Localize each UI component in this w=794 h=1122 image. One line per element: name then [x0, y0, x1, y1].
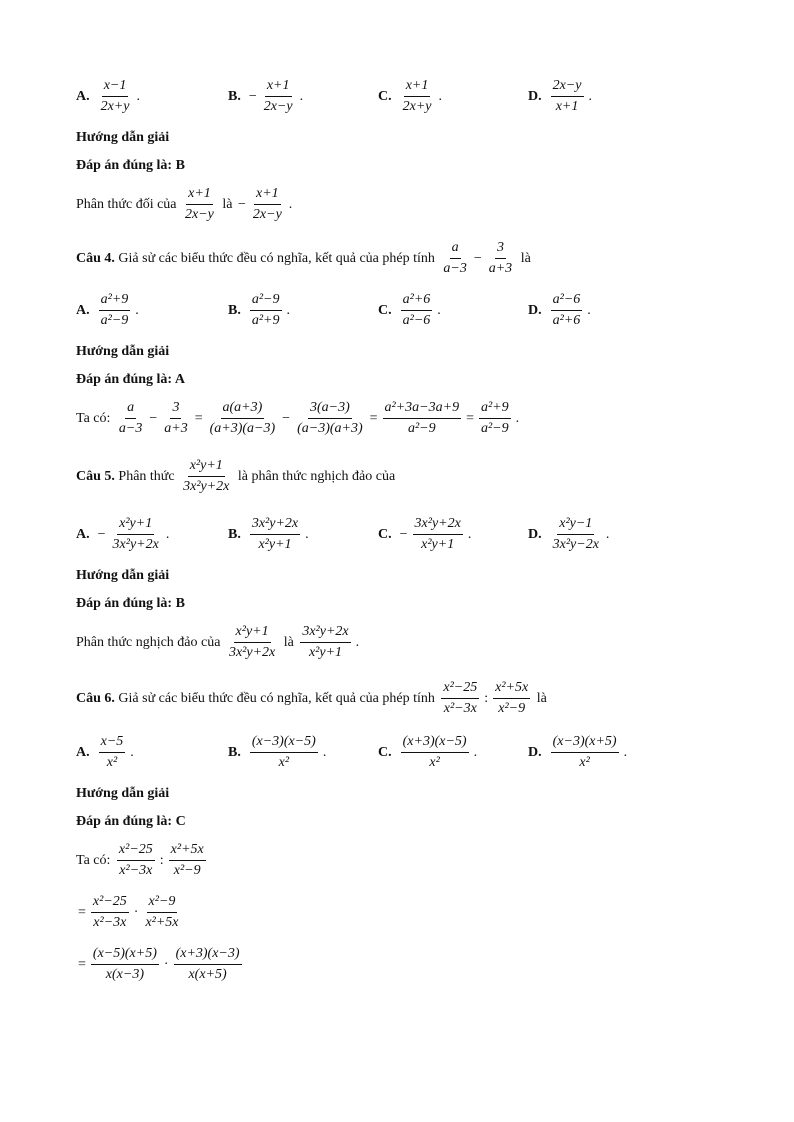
q6-stem: Câu 6. Giả sử các biểu thức đều có nghĩa, kết quả của phép tính $\frac{\text{x²−25}}{\text{x²−3x}}$ : $\frac{\text{x²+5x}}{\text{x²−9}}$ là [76, 680, 547, 716]
fraction: $\frac{2x-y}{x+1}$ [552, 78, 582, 114]
q4-solution-text: Ta có: $\frac{a}{a-3}$ − $\frac{3}{a+3}$ = $\frac{a(a+3)}{(a+3)(a-3)}$ − $\frac{3(a-3)}{(a-3)(a+3)}$ = $\frac{\text{a²+3a−3a+9}}{\text{a²−9}}$ = $\frac{\text{a²+9}}{\text{a²−9}}$ . [76, 400, 520, 436]
fraction: $\frac{x+1}{2x-y}$ [263, 78, 293, 114]
fraction: $\frac{\text{x²y+1}}{\text{3x²y+2x}}$ [183, 458, 230, 494]
q4-option-c: C. $\frac{\text{a²+6}}{\text{a²−6}}$ . [378, 292, 441, 328]
q5-stem: Câu 5. Phân thức $\frac{\text{x²y+1}}{\text{3x²y+2x}}$ là phân thức nghịch đảo của [76, 458, 396, 494]
fraction: $\frac{\text{x²+5x}}{\text{x²−9}}$ [170, 842, 204, 878]
fraction: $\frac{(x-3)(x+5)}{\text{x²}}$ [552, 734, 617, 770]
fraction: $\frac{(x+3)(x-5)}{\text{x²}}$ [402, 734, 467, 770]
fraction: $\frac{\text{3x²y+2x}}{\text{x²y+1}}$ [251, 516, 299, 552]
fraction: $\frac{\text{3x²y+2x}}{\text{x²y+1}}$ [302, 624, 349, 660]
q4-stem: Câu 4. Giả sử các biểu thức đều có nghĩa, kết quả của phép tính $\frac{a}{a-3}$ − $\frac{3}{a+3}$ là [76, 240, 531, 276]
option-label: D. [528, 526, 542, 542]
fraction: $\frac{a}{a-3}$ [118, 400, 143, 436]
option-label: A. [76, 302, 90, 318]
q5-option-c: C. − $\frac{\text{3x²y+2x}}{\text{x²y+1}}$ . [378, 516, 472, 552]
q3-option-d: D. $\frac{2x-y}{x+1}$ . [528, 78, 592, 114]
option-label: A. [76, 88, 90, 104]
fraction: $\frac{\text{3x²y+2x}}{\text{x²y+1}}$ [414, 516, 461, 552]
q4-option-d: D. $\frac{\text{a²−6}}{\text{a²+6}}$ . [528, 292, 591, 328]
fraction: $\frac{a(a+3)}{(a+3)(a-3)}$ [209, 400, 276, 436]
q6-option-c: C. $\frac{(x+3)(x-5)}{\text{x²}}$ . [378, 734, 478, 770]
fraction: $\frac{\text{a²−6}}{\text{a²+6}}$ [552, 292, 581, 328]
question-label: Câu 5. [76, 468, 115, 484]
q6-solution-line-2: = $\frac{\text{x²−25}}{\text{x²−3x}}$ · $\frac{\text{x²−9}}{\text{x²+5x}}$ [78, 894, 179, 930]
q6-option-d: D. $\frac{(x-3)(x+5)}{\text{x²}}$ . [528, 734, 628, 770]
option-label: B. [228, 302, 241, 318]
option-label: A. [76, 744, 90, 760]
fraction: $\frac{(x+3)(x-3)}{x(x+5)}$ [175, 946, 240, 982]
option-label: D. [528, 302, 542, 318]
fraction: $\frac{\text{x²y+1}}{\text{3x²y+2x}}$ [228, 624, 276, 660]
question-label: Câu 6. [76, 690, 115, 706]
q6-option-b: B. $\frac{(x-3)(x-5)}{\text{x²}}$ . [228, 734, 327, 770]
fraction: $\frac{\text{x²+5x}}{\text{x²−9}}$ [495, 680, 529, 716]
q5-option-b: B. $\frac{\text{3x²y+2x}}{\text{x²y+1}}$ . [228, 516, 309, 552]
fraction: $\frac{\text{a²+6}}{\text{a²−6}}$ [402, 292, 431, 328]
fraction: $\frac{\text{x²−25}}{\text{x²−3x}}$ [443, 680, 478, 716]
option-label: B. [228, 88, 241, 104]
question-label: Câu 4. [76, 250, 115, 266]
q5-solution-text: Phân thức nghịch đảo của $\frac{\text{x²y+1}}{\text{3x²y+2x}}$ là $\frac{\text{3x²y+2x}}{\text{x²y+1}}$ . [76, 624, 360, 660]
q4-option-b: B. $\frac{\text{a²−9}}{\text{a²+9}}$ . [228, 292, 290, 328]
q5-answer: Đáp án đúng là: B [76, 596, 185, 611]
fraction: $\frac{(x-5)(x+5)}{x(x-3)}$ [92, 946, 157, 982]
q4-option-a: A. $\frac{\text{a²+9}}{\text{a²−9}}$ . [76, 292, 139, 328]
fraction: $\frac{(x-3)(x-5)}{\text{x²}}$ [251, 734, 316, 770]
fraction: $\frac{\text{x²−9}}{\text{x²+5x}}$ [145, 894, 179, 930]
fraction: $\frac{\text{x²−25}}{\text{x²−3x}}$ [118, 842, 153, 878]
q5-solution-heading: Hướng dẫn giải [76, 568, 170, 583]
fraction: $\frac{x-1}{2x+y}$ [100, 78, 130, 114]
option-label: C. [378, 744, 392, 760]
q4-solution-heading: Hướng dẫn giải [76, 344, 170, 359]
fraction: $\frac{x-5}{\text{x²}}$ [100, 734, 124, 770]
option-label: C. [378, 526, 392, 542]
fraction: $\frac{\text{a²+3a−3a+9}}{\text{a²−9}}$ [384, 400, 460, 436]
q6-option-a: A. $\frac{x-5}{\text{x²}}$ . [76, 734, 134, 770]
option-label: D. [528, 88, 542, 104]
option-label: A. [76, 526, 90, 542]
option-label: B. [228, 526, 241, 542]
q5-option-a: A. − $\frac{\text{x²y+1}}{\text{3x²y+2x}}$ . [76, 516, 170, 552]
q6-answer: Đáp án đúng là: C [76, 814, 186, 829]
fraction: $\frac{\text{a²−9}}{\text{a²+9}}$ [251, 292, 280, 328]
option-label: B. [228, 744, 241, 760]
q6-solution-line-3: = $\frac{(x-5)(x+5)}{x(x-3)}$ · $\frac{(x+3)(x-3)}{x(x+5)}$ [78, 946, 240, 982]
q6-solution-line-1: Ta có: $\frac{\text{x²−25}}{\text{x²−3x}}$ : $\frac{\text{x²+5x}}{\text{x²−9}}$ [76, 842, 204, 878]
fraction: $\frac{\text{x²y+1}}{\text{3x²y+2x}}$ [112, 516, 159, 552]
fraction: $\frac{3}{a+3}$ [164, 400, 188, 436]
fraction: $\frac{x+1}{2x-y}$ [252, 186, 282, 222]
q6-solution-heading: Hướng dẫn giải [76, 786, 170, 801]
fraction: $\frac{3(a-3)}{(a-3)(a+3)}$ [297, 400, 363, 436]
fraction: $\frac{\text{a²+9}}{\text{a²−9}}$ [100, 292, 129, 328]
q3-answer: Đáp án đúng là: B [76, 158, 185, 173]
q5-option-d: D. $\frac{\text{x²y−1}}{\text{3x²y−2x}}$ . [528, 516, 610, 552]
q3-option-b: B. − $\frac{x+1}{2x-y}$ . [228, 78, 304, 114]
fraction: $\frac{\text{x²y−1}}{\text{3x²y−2x}}$ [552, 516, 599, 552]
q3-solution-heading: Hướng dẫn giải [76, 130, 170, 145]
option-label: C. [378, 88, 392, 104]
q3-option-a: A. $\frac{x-1}{2x+y}$ . [76, 78, 140, 114]
option-label: C. [378, 302, 392, 318]
fraction: $\frac{x+1}{2x+y}$ [402, 78, 432, 114]
fraction: $\frac{a}{a-3}$ [443, 240, 467, 276]
option-label: D. [528, 744, 542, 760]
fraction: $\frac{\text{a²+9}}{\text{a²−9}}$ [480, 400, 509, 436]
q3-solution-text: Phân thức đối của $\frac{x+1}{2x-y}$ là − $\frac{x+1}{2x-y}$ . [76, 186, 293, 222]
fraction: $\frac{x+1}{2x-y}$ [185, 186, 214, 222]
q4-answer: Đáp án đúng là: A [76, 372, 185, 387]
fraction: $\frac{3}{a+3}$ [488, 240, 513, 276]
q3-option-c: C. $\frac{x+1}{2x+y}$ . [378, 78, 442, 114]
fraction: $\frac{\text{x²−25}}{\text{x²−3x}}$ [92, 894, 127, 930]
